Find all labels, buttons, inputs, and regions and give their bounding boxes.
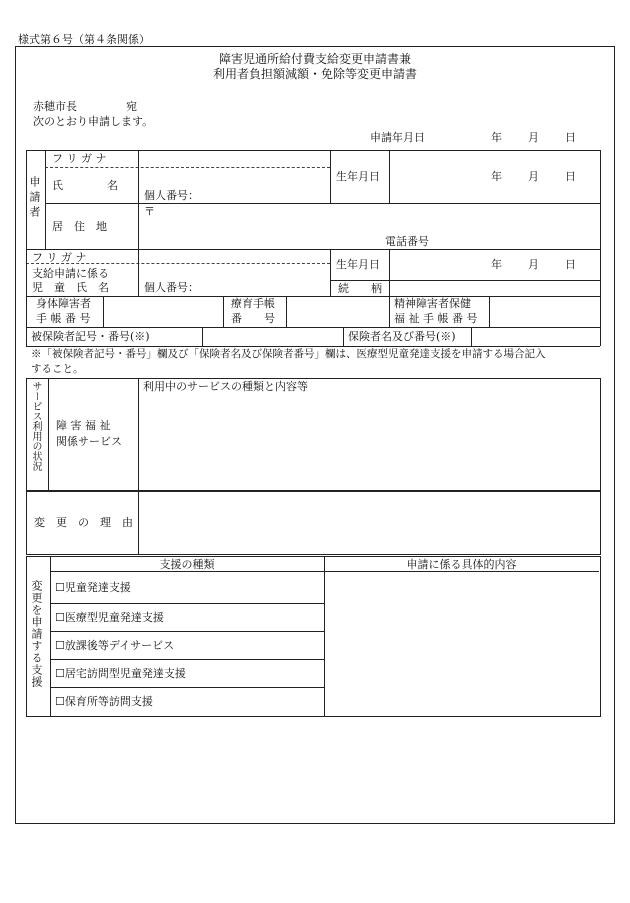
- applicant-address-label: 居 住 地: [52, 220, 107, 233]
- form-title-line1: 障害児通所給付費支給変更申請書兼: [218, 52, 411, 66]
- physical-cert-label-line2: 手 帳 番 号: [36, 312, 91, 325]
- service-usage-section-label: サービス利用の状況: [30, 381, 41, 471]
- child-birth-field[interactable]: [390, 250, 480, 279]
- applicant-birth-label: 生年月日: [336, 170, 380, 183]
- ryoiku-cert-label-line1: 療育手帳: [231, 297, 275, 310]
- support-item-iryo-jido-hattatsu[interactable]: ☐医療型児童発達支援: [55, 611, 164, 624]
- mental-cert-label-line1: 精神障害者保健: [394, 297, 471, 310]
- application-intro: 次のとおり申請します。: [33, 115, 154, 128]
- child-birth-month: 月: [528, 258, 539, 271]
- applicant-postal-mark: 〒: [144, 205, 155, 218]
- service-category-line1: 障 害 福 祉: [56, 419, 111, 432]
- insurance-note-line1: ※「被保険者記号・番号」欄及び「保険者名及び保険者番号」欄は、医療型児童発達支援を申請する場合記入: [31, 348, 546, 360]
- service-content-field[interactable]: [140, 395, 598, 488]
- mental-cert-field[interactable]: [490, 297, 599, 326]
- applicant-birth-month: 月: [528, 170, 539, 183]
- child-name-field[interactable]: [139, 264, 329, 280]
- insured-number-label: 被保険者記号・番号(※): [31, 330, 150, 343]
- applicant-address-field[interactable]: [139, 204, 599, 234]
- applicant-birth-day: 日: [565, 170, 576, 183]
- child-birth-label: 生年月日: [336, 258, 380, 271]
- application-date-year: 年: [491, 131, 502, 144]
- applicant-phone-label: 電話番号: [385, 235, 429, 248]
- applicant-personal-number-label: 個人番号：: [144, 189, 199, 202]
- form-number-label: 様式第６号（第４条関係）: [18, 33, 150, 46]
- support-item-houkago-day[interactable]: ☐放課後等デイサービス: [55, 639, 175, 652]
- service-content-header: 利用中のサービスの種類と内容等: [143, 380, 308, 393]
- physical-cert-field[interactable]: [104, 297, 222, 326]
- ryoiku-cert-label-line2: 番 号: [231, 312, 275, 325]
- applicant-furigana-field[interactable]: [139, 151, 329, 166]
- application-date-month: 月: [528, 131, 539, 144]
- physical-cert-label-line1: 身体障害者: [36, 297, 91, 310]
- applicant-birth-year: 年: [491, 170, 502, 183]
- applicant-furigana-label: フ リ ガ ナ: [52, 152, 107, 165]
- child-furigana-field[interactable]: [139, 250, 329, 262]
- insurer-label: 保険者名及び番号(※): [348, 330, 456, 343]
- mental-cert-label-line2: 福 祉 手 帳 番 号: [394, 312, 478, 325]
- child-birth-year: 年: [491, 258, 502, 271]
- ryoiku-cert-field[interactable]: [287, 297, 388, 326]
- child-birth-day: 日: [565, 258, 576, 271]
- service-category-line2: 関係サービス: [56, 435, 122, 448]
- child-name-label-line1: 支給申請に係る: [32, 267, 109, 280]
- child-name-label-line2: 児 童 氏 名: [32, 281, 109, 294]
- support-detail-field[interactable]: [326, 573, 598, 714]
- child-relation-field[interactable]: [390, 281, 599, 295]
- child-personal-number-label: 個人番号：: [144, 281, 199, 294]
- child-furigana-label: フ リ ガ ナ: [32, 251, 87, 264]
- support-item-hoikusho-houmon[interactable]: ☐保育所等訪問支援: [55, 695, 153, 708]
- support-change-section-label: 変更を申請する支援: [30, 580, 43, 688]
- applicant-name-label: 氏 名: [52, 179, 118, 192]
- applicant-birth-field[interactable]: [390, 151, 480, 202]
- insurer-field[interactable]: [472, 328, 599, 345]
- support-type-header: 支援の種類: [159, 558, 215, 571]
- child-relation-label: 続 柄: [338, 282, 382, 295]
- support-detail-header: 申請に係る具体的内容: [406, 558, 517, 571]
- addressee-suffix: 宛: [126, 100, 137, 113]
- application-date-label: 申請年月日: [370, 131, 425, 144]
- insurance-note-line2: すること。: [31, 363, 84, 375]
- change-reason-label: 変 更 の 理 由: [34, 516, 133, 529]
- applicant-name-field[interactable]: [139, 168, 329, 186]
- insured-number-field[interactable]: [203, 328, 342, 345]
- addressee-mayor: 赤穂市長: [33, 100, 77, 113]
- application-date-day: 日: [565, 131, 576, 144]
- support-item-kyotaku-houmon[interactable]: ☐居宅訪問型児童発達支援: [55, 667, 186, 680]
- form-title-line2: 利用者負担額減額・免除等変更申請書: [212, 67, 417, 81]
- applicant-section-label: 申請者: [28, 176, 41, 221]
- support-item-jido-hattatsu[interactable]: ☐児童発達支援: [55, 581, 131, 594]
- change-reason-field[interactable]: [140, 493, 598, 552]
